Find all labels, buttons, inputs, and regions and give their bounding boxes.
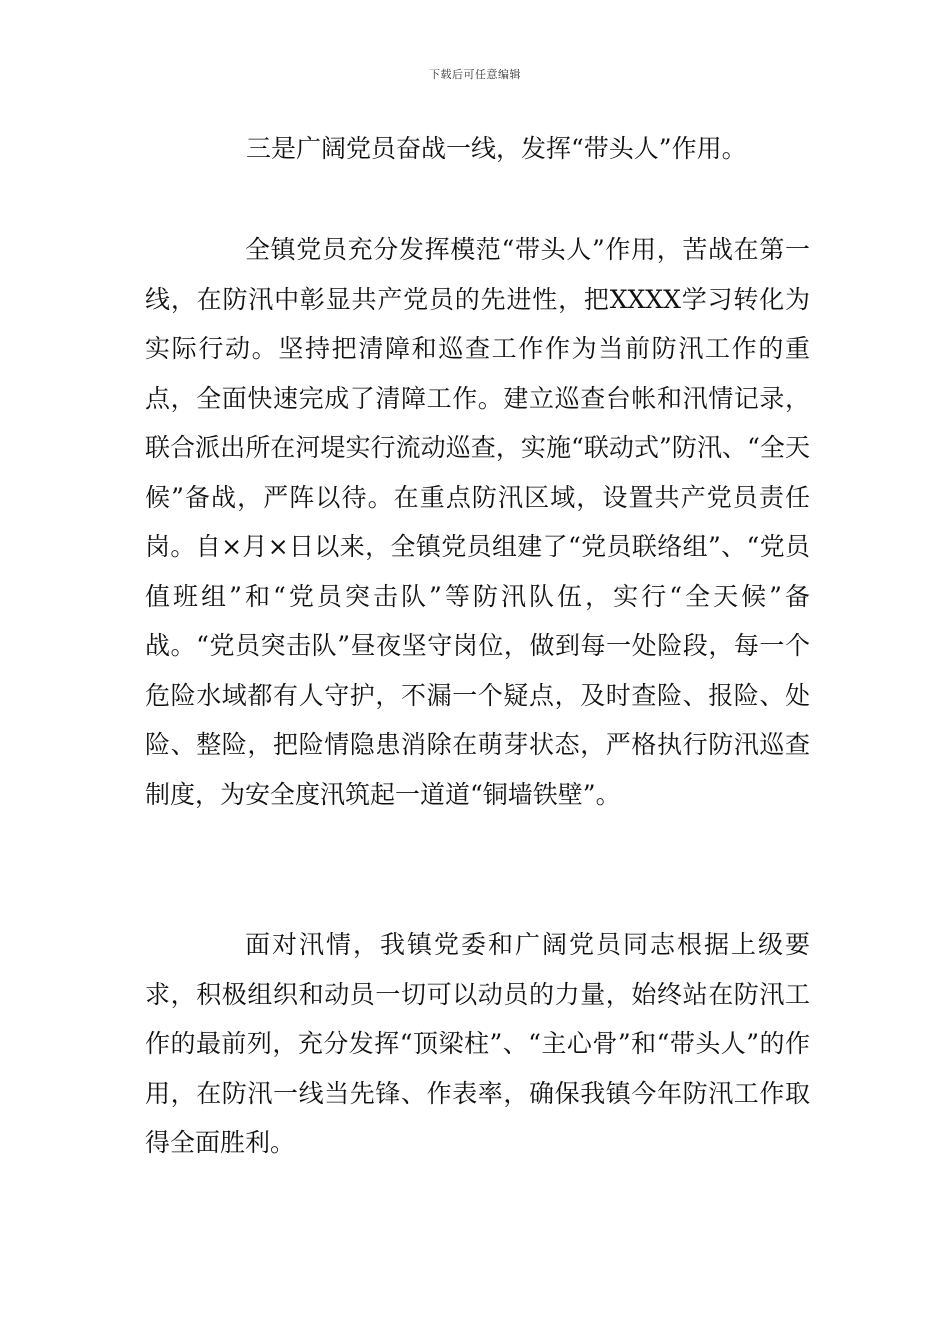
body-paragraph-1: 全镇党员充分发挥模范“带头人”作用，苦战在第一线，在防汛中彰显共产党员的先进性，把XXXX学习转化为实际行动。坚持把清障和巡查工作作为当前防汛工作的重点，全面快速完成了清障工作。建立巡查台帐和汛情记录，联合派出所在河堤实行流动巡查，实施“联动式”防汛、“全天候”备战，严阵以待。在重点防汛区域，设置共产党员责任岗。自×月×日以来，全镇党员组建了“党员联络组”、“党员值班组”和“党员突击队”等防汛队伍，实行“全天候”备战。“党员突击队”昼夜坚守岗位，做到每一处险段，每一个危险水域都有人守护，不漏一个疑点，及时查险、报险、处险、整险，把险情隐患消除在萌芽状态，严格执行防汛巡查制度，为安全度汛筑起一道道“铜墙铁壁”。 bbox=[145, 235, 810, 809]
section-heading: 三是广阔党员奋战一线，发挥“带头人”作用。 bbox=[246, 134, 747, 163]
body-paragraph-2: 面对汛情，我镇党委和广阔党员同志根据上级要求，积极组织和动员一切可以动员的力量，始终站在防汛工作的最前列，充分发挥“顶梁柱”、“主心骨”和“带头人”的作用，在防汛一线当先锋、作表率，确保我镇今年防汛工作取得全面胜利。 bbox=[145, 930, 810, 1157]
editable-download-note: 下载后可任意编辑 bbox=[429, 68, 521, 81]
